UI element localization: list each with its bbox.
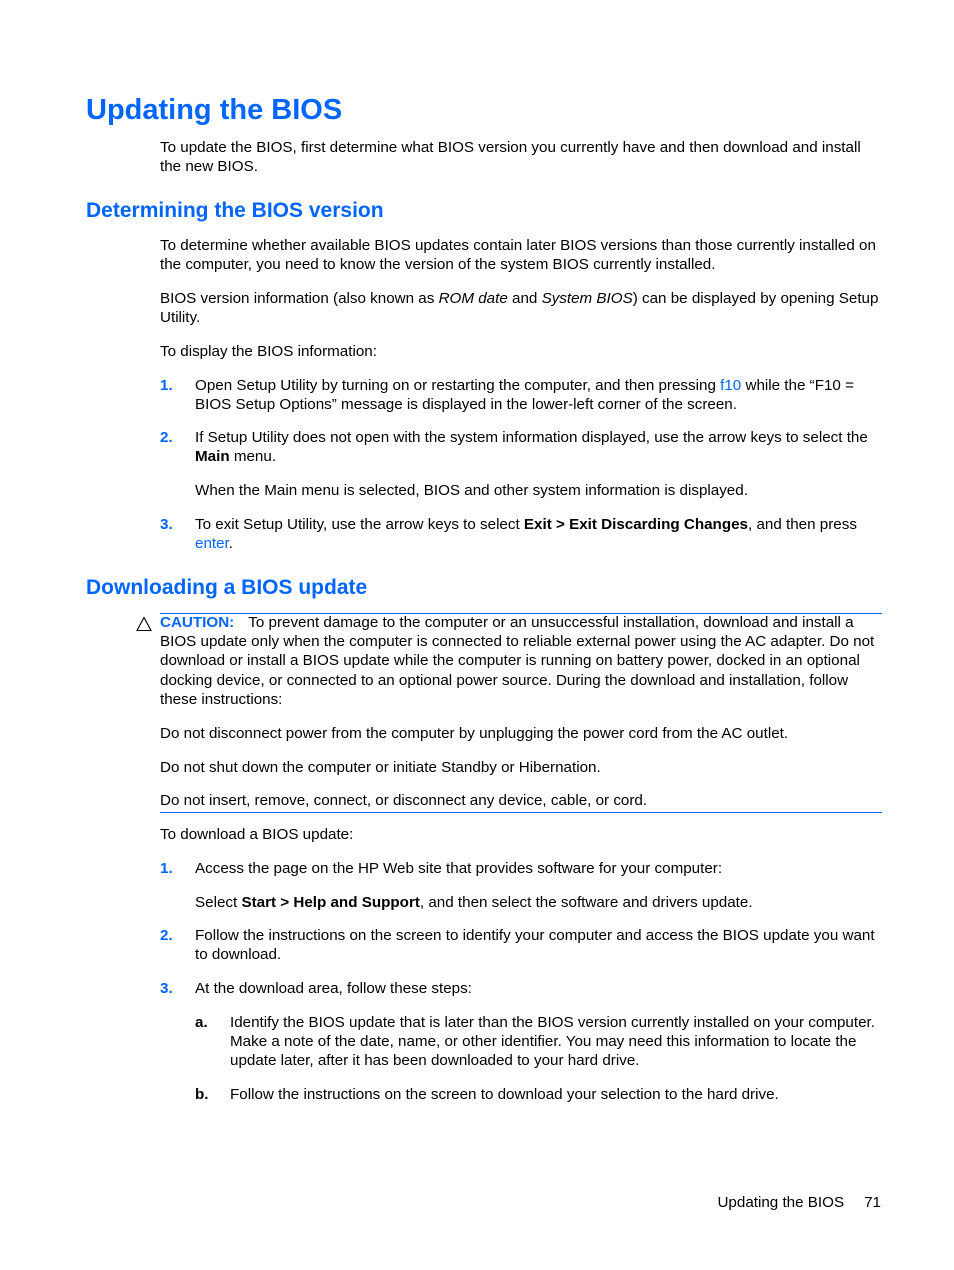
intro-paragraph: To update the BIOS, first determine what BIOS version you currently have and then download and install the new BIOS. — [160, 139, 861, 176]
footer-section-title: Updating the BIOS — [717, 1194, 845, 1211]
caution-label: CAUTION: — [160, 614, 235, 631]
determining-paragraph-1: To determine whether available BIOS updates contain later BIOS versions than those currently installed on the computer, you need to know the version of the system BIOS currently installed. — [160, 237, 876, 274]
substep-letter: a. — [195, 1014, 208, 1031]
downloading-step-1-sub: Select Start > Help and Support, and then select the software and drivers update. — [195, 894, 753, 911]
system-bios-term: System BIOS — [541, 290, 633, 307]
section-heading-determining: Determining the BIOS version — [86, 199, 384, 222]
determining-step-2: If Setup Utility does not open with the system information displayed, use the arrow keys to select the Main menu. — [195, 429, 868, 466]
determining-paragraph-3: To display the BIOS information: — [160, 343, 377, 360]
determining-step-3: To exit Setup Utility, use the arrow keys to select Exit > Exit Discarding Changes, and then press enter. — [195, 516, 857, 553]
downloading-paragraph-1: To download a BIOS update: — [160, 826, 354, 843]
main-menu-term: Main — [195, 448, 230, 466]
step-number: 3. — [160, 980, 173, 997]
downloading-step-2: Follow the instructions on the screen to identify your computer and access the BIOS update you want to download. — [195, 927, 875, 964]
page-footer — [717, 1193, 881, 1212]
section-heading-downloading: Downloading a BIOS update — [86, 576, 368, 599]
caution-item-1: Do not disconnect power from the computer by unplugging the power cord from the AC outlet. — [160, 725, 789, 742]
determining-step-1: Open Setup Utility by turning on or restarting the computer, and then pressing f10 while the “F10 = BIOS Setup Options” message is displayed in the lower-left corner of the screen. — [195, 377, 854, 414]
downloading-step-3: At the download area, follow these steps: — [195, 980, 472, 997]
downloading-step-1: Access the page on the HP Web site that provides software for your computer: — [195, 860, 723, 877]
caution-paragraph: CAUTION: To prevent damage to the computer or an unsuccessful installation, download and install a BIOS update only when the computer is connected to reliable external power using the AC adapter. Do not download or install a BIOS update while the computer is running on battery power, docked in an optional docking device, or connected to an optional power source. During the download and installation, follow these instructions: — [160, 614, 875, 708]
determining-paragraph-2: BIOS version information (also known as ROM date and System BIOS) can be displayed by opening Setup Utility. — [160, 290, 879, 327]
downloading-substep-b: Follow the instructions on the screen to download your selection to the hard drive. — [230, 1086, 779, 1103]
caution-bottom-rule — [160, 812, 882, 813]
step-number: 1. — [160, 377, 173, 394]
determining-step-2-note: When the Main menu is selected, BIOS and other system information is displayed. — [195, 482, 748, 499]
key-f10: f10 — [720, 377, 742, 394]
page-title: Updating the BIOS — [86, 94, 343, 126]
step-number: 3. — [160, 516, 173, 533]
step-number: 2. — [160, 429, 173, 446]
caution-item-3: Do not insert, remove, connect, or disconnect any device, cable, or cord. — [160, 792, 648, 809]
downloading-substep-a: Identify the BIOS update that is later than the BIOS version currently installed on your computer. Make a note of the date, name, or other identifier. You may need this information to locate the update later, after it has been downloaded to your hard drive. — [230, 1014, 875, 1070]
substep-letter: b. — [195, 1086, 209, 1103]
caution-item-2: Do not shut down the computer or initiate Standby or Hibernation. — [160, 759, 601, 776]
step-number: 2. — [160, 927, 173, 944]
exit-menu-term: Exit > Exit Discarding Changes — [523, 516, 749, 533]
help-support-term: Start > Help and Support — [241, 894, 420, 911]
rom-date-term: ROM date — [438, 290, 508, 307]
key-enter: enter — [195, 535, 229, 553]
step-number: 1. — [160, 860, 173, 877]
page-number: 71 — [864, 1194, 881, 1211]
caution-triangle-icon — [136, 616, 152, 632]
